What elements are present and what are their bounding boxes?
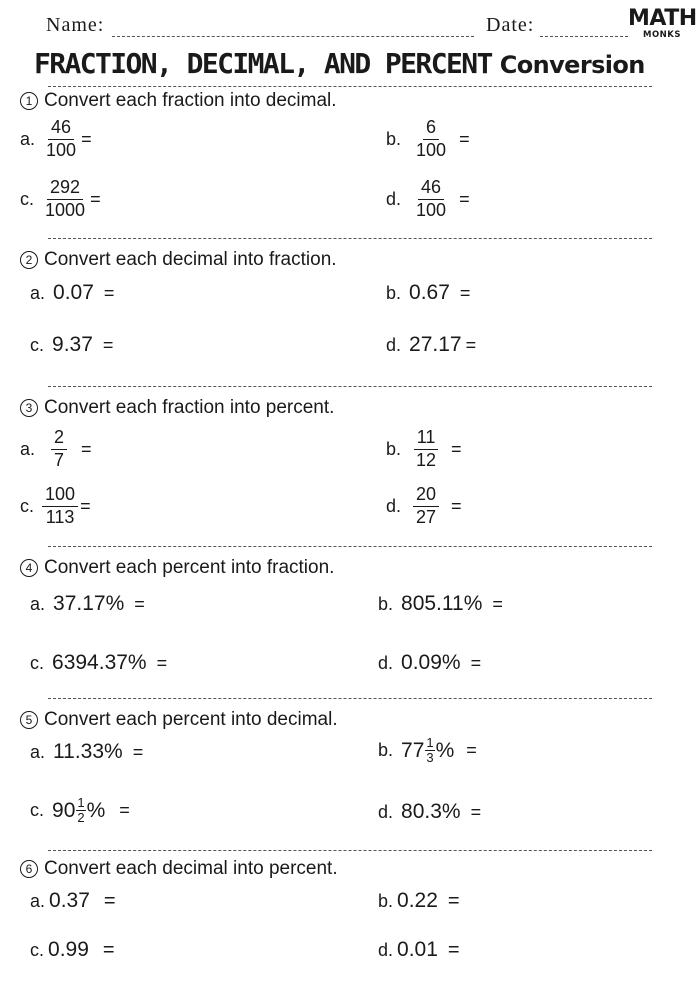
equals-sign: =	[459, 188, 470, 209]
percent-sign: %	[435, 738, 455, 762]
numerator: 6	[423, 118, 439, 140]
page-title	[34, 47, 645, 80]
equals-sign: =	[80, 495, 91, 516]
problem-label: a.	[30, 593, 46, 614]
problem-value: 0.01	[397, 938, 438, 961]
fraction	[413, 178, 449, 221]
section-number: 5	[20, 711, 38, 729]
problem-label: b.	[386, 438, 402, 459]
problem-1a	[20, 118, 92, 161]
section-1-heading	[20, 90, 337, 112]
section-heading-text: Convert each percent into decimal.	[44, 709, 338, 730]
problem-value: 11.33%	[53, 740, 123, 763]
problem-label: d.	[386, 334, 402, 355]
fraction	[42, 485, 78, 528]
problem-value: 0.07	[53, 281, 94, 304]
problem-5a	[30, 740, 143, 764]
problem-label: d.	[378, 939, 394, 960]
problem-label: a.	[20, 438, 36, 459]
mixed-number	[52, 796, 105, 826]
problem-label: c.	[30, 652, 45, 673]
problem-3c	[20, 485, 91, 528]
problem-1b	[386, 118, 470, 161]
denominator: 12	[416, 449, 437, 470]
denominator: 100	[416, 199, 447, 220]
section-3-heading	[20, 397, 334, 419]
numerator: 1	[426, 735, 434, 750]
problem-label: c.	[30, 939, 45, 960]
date-label: Date:	[486, 14, 535, 36]
problem-5d	[378, 800, 481, 824]
section-heading-text: Convert each decimal into percent.	[44, 858, 338, 879]
problem-label: c.	[30, 800, 45, 821]
fraction	[413, 118, 449, 161]
problem-label: a.	[20, 128, 36, 149]
problem-value: 0.09%	[401, 651, 461, 674]
section-heading-text: Convert each fraction into percent.	[44, 397, 335, 418]
section-divider	[48, 546, 652, 547]
problem-6d	[378, 938, 460, 962]
mini-fraction	[425, 736, 434, 766]
problem-value: 27.17	[409, 333, 462, 356]
problem-3a	[20, 428, 92, 471]
title-main: FRACTION, DECIMAL, AND PERCENT	[34, 47, 492, 80]
problem-4c	[30, 651, 167, 675]
fraction	[51, 428, 67, 471]
problem-value: 9.37	[52, 333, 93, 356]
problem-value: 805.11%	[401, 592, 483, 615]
equals-sign: =	[447, 889, 460, 912]
problem-value: 0.99	[48, 938, 89, 961]
numerator: 20	[413, 485, 439, 507]
equals-sign: =	[119, 800, 130, 821]
title-underline	[48, 86, 652, 87]
problem-4d	[378, 651, 481, 675]
denominator: 27	[416, 506, 437, 527]
problem-label: d.	[378, 801, 394, 822]
name-line	[112, 36, 474, 37]
numerator: 292	[47, 178, 83, 200]
problem-label: a.	[30, 741, 46, 762]
problem-label: b.	[386, 282, 402, 303]
problem-2a	[30, 281, 114, 305]
equals-sign: =	[81, 128, 92, 149]
math-monks-logo	[628, 8, 696, 40]
whole-part: 90	[52, 798, 76, 822]
problem-3d	[386, 485, 462, 528]
problem-label: a.	[30, 890, 46, 911]
denominator: 2	[77, 810, 85, 826]
problem-4b	[378, 592, 503, 616]
problem-1c	[20, 178, 101, 221]
problem-5b	[378, 736, 477, 766]
problem-4a	[30, 592, 145, 616]
equals-sign: =	[134, 593, 145, 614]
equals-sign: =	[102, 334, 114, 355]
section-divider	[48, 698, 652, 699]
fraction	[413, 485, 439, 528]
problem-2b	[386, 281, 470, 305]
mini-fraction	[76, 796, 85, 826]
problem-value: 37.17%	[53, 592, 125, 615]
problem-label: b.	[386, 128, 402, 149]
numerator: 2	[51, 428, 67, 450]
denominator: 3	[426, 750, 434, 766]
problem-5c	[30, 796, 130, 826]
fraction	[43, 118, 79, 161]
section-heading-text: Convert each percent into fraction.	[44, 557, 335, 578]
problem-value: 80.3%	[401, 800, 461, 823]
equals-sign: =	[459, 282, 471, 303]
percent-sign: %	[86, 798, 106, 822]
fraction	[413, 428, 439, 471]
section-2-heading	[20, 249, 337, 271]
problem-value: 0.22	[397, 889, 438, 912]
problem-label: b.	[378, 740, 394, 761]
logo-bottom-text: MONKS	[642, 30, 681, 40]
title-sub: Conversion	[499, 51, 645, 79]
equals-sign: =	[156, 652, 168, 673]
numerator: 11	[414, 428, 439, 450]
problem-value: 0.67	[409, 281, 450, 304]
problem-2c	[30, 333, 113, 357]
equals-sign: =	[103, 889, 116, 912]
numerator: 1	[77, 795, 85, 810]
denominator: 7	[54, 449, 65, 470]
section-heading-text: Convert each fraction into decimal.	[44, 90, 337, 111]
problem-label: c.	[20, 188, 35, 209]
denominator: 100	[416, 139, 447, 160]
section-heading-text: Convert each decimal into fraction.	[44, 249, 337, 270]
mixed-number	[401, 736, 454, 766]
date-line	[540, 36, 628, 37]
section-number: 1	[20, 92, 38, 110]
problem-2d	[386, 333, 476, 357]
numerator: 100	[42, 485, 78, 507]
equals-sign: =	[451, 495, 462, 516]
problem-value: 0.37	[49, 889, 90, 912]
equals-sign: =	[90, 188, 101, 209]
logo-top-text: MATH	[628, 6, 697, 31]
equals-sign: =	[466, 740, 477, 761]
problem-label: d.	[378, 652, 394, 673]
problem-6c	[30, 938, 115, 962]
problem-label: d.	[386, 188, 402, 209]
problem-label: b.	[378, 890, 394, 911]
equals-sign: =	[103, 282, 115, 303]
equals-sign: =	[459, 128, 470, 149]
equals-sign: =	[465, 334, 477, 355]
equals-sign: =	[447, 938, 460, 961]
section-5-heading	[20, 709, 338, 731]
fraction	[42, 178, 88, 221]
problem-label: c.	[20, 495, 35, 516]
problem-3b	[386, 428, 462, 471]
denominator: 1000	[45, 199, 86, 220]
problem-value: 6394.37%	[52, 651, 147, 674]
section-divider	[48, 386, 652, 387]
equals-sign: =	[470, 652, 482, 673]
equals-sign: =	[102, 938, 115, 961]
equals-sign: =	[132, 741, 144, 762]
section-4-heading	[20, 557, 334, 579]
numerator: 46	[48, 118, 74, 140]
problem-label: c.	[30, 334, 45, 355]
name-label: Name:	[46, 14, 105, 36]
equals-sign: =	[81, 438, 92, 459]
section-number: 4	[20, 559, 38, 577]
whole-part: 77	[401, 738, 425, 762]
section-divider	[48, 238, 652, 239]
section-number: 6	[20, 860, 38, 878]
equals-sign: =	[451, 438, 462, 459]
section-divider	[48, 850, 652, 851]
problem-6a	[30, 889, 116, 913]
problem-label: b.	[378, 593, 394, 614]
numerator: 46	[418, 178, 444, 200]
equals-sign: =	[492, 593, 503, 614]
denominator: 100	[46, 139, 77, 160]
section-number: 2	[20, 251, 38, 269]
equals-sign: =	[470, 801, 482, 822]
problem-1d	[386, 178, 470, 221]
section-number: 3	[20, 399, 38, 417]
problem-6b	[378, 889, 460, 913]
problem-label: a.	[30, 282, 46, 303]
section-6-heading	[20, 858, 338, 880]
problem-label: d.	[386, 495, 402, 516]
denominator: 113	[45, 506, 75, 527]
